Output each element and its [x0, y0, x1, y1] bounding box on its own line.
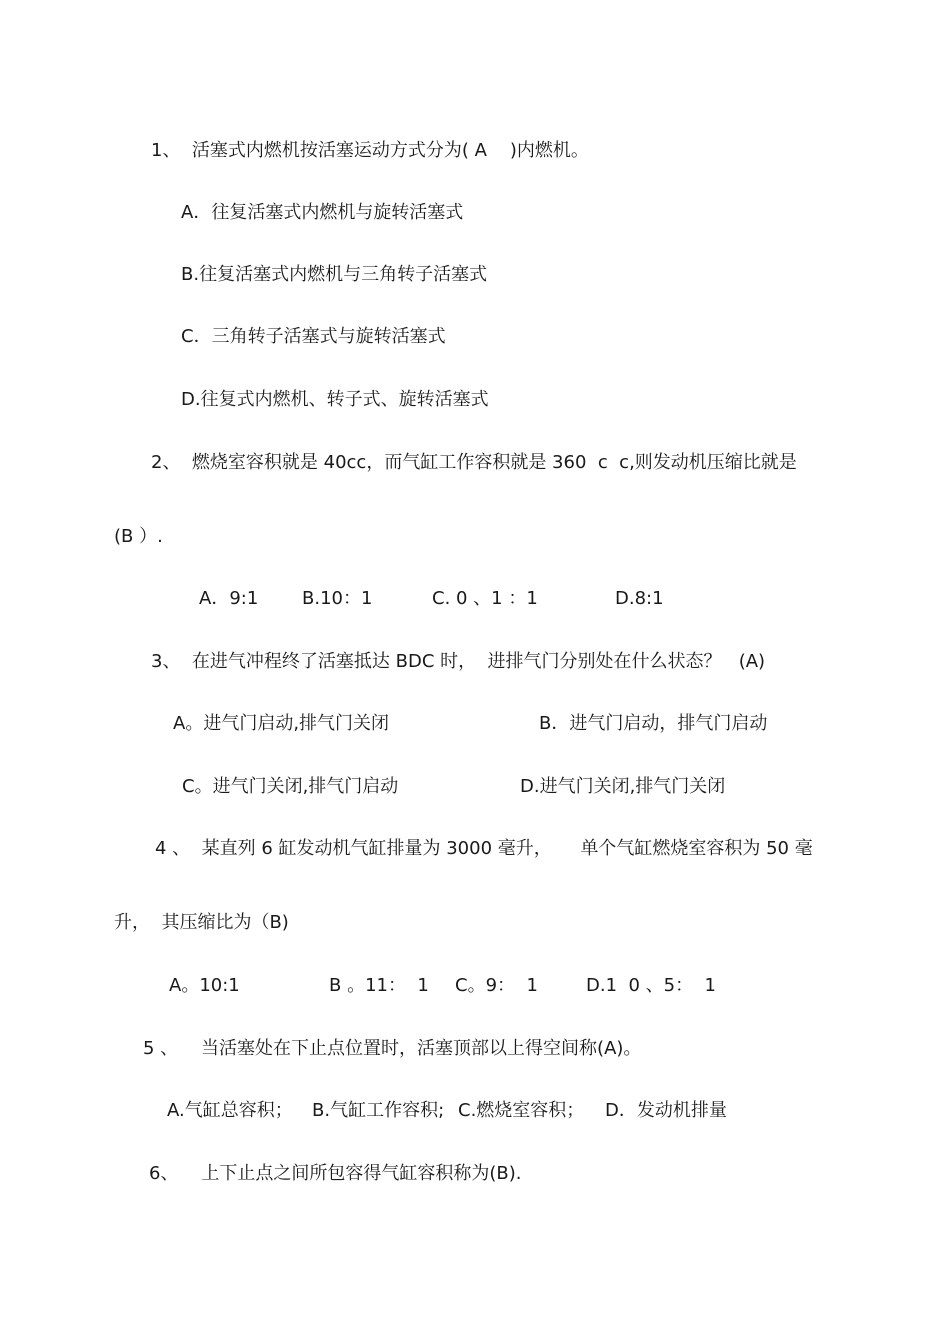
- question-1-option-c: C．三角转子活塞式与旋转活塞式: [181, 326, 446, 347]
- question-3-option-c: C。进气门关闭,排气门启动: [182, 776, 399, 797]
- question-4-option-a: A。10:1: [169, 975, 240, 996]
- question-2-option-d: D.8:1: [615, 588, 664, 609]
- question-4-option-d: D.1 0 、5： 1: [586, 975, 716, 996]
- question-4-option-c: C。9： 1: [455, 975, 538, 996]
- question-4-stem: 4 、 某直列 6 缸发动机气缸排量为 3000 毫升， 单个气缸燃烧室容积为 50 毫: [155, 838, 813, 859]
- question-5-option-c: C.燃烧室容积；: [458, 1100, 585, 1121]
- question-2-option-a: A．9:1: [199, 588, 259, 609]
- question-6-stem: 6、 上下止点之间所包容得气缸容积称为(B).: [149, 1163, 522, 1184]
- question-5-stem: 5 、 当活塞处在下止点位置时，活塞顶部以上得空间称(A)。: [143, 1038, 642, 1059]
- question-2-stem-continued: (B ）.: [114, 526, 163, 547]
- question-4-option-b: B 。11： 1: [329, 975, 429, 996]
- question-1-stem: 1、 活塞式内燃机按活塞运动方式分为( A )内燃机。: [151, 140, 589, 161]
- question-3-option-d: D.进气门关闭,排气门关闭: [520, 776, 726, 797]
- question-3-option-b: B．进气门启动，排气门启动: [539, 713, 768, 734]
- question-3-stem: 3、 在进气冲程终了活塞抵达 BDC 时， 进排气门分别处在什么状态？ (A): [151, 651, 766, 672]
- question-5-option-b: B.气缸工作容积;: [312, 1100, 445, 1121]
- question-1-option-d: D.往复式内燃机、转子式、旋转活塞式: [181, 389, 489, 410]
- question-5-option-a: A.气缸总容积；: [167, 1100, 293, 1121]
- question-2-option-b: B.10：1: [302, 588, 373, 609]
- question-2-option-c: C. 0 、1 ：1: [432, 588, 538, 609]
- question-1-option-b: B.往复活塞式内燃机与三角转子活塞式: [181, 264, 488, 285]
- question-3-option-a: A。进气门启动,排气门关闭: [173, 713, 390, 734]
- question-5-option-d: D．发动机排量: [605, 1100, 727, 1121]
- question-2-stem: 2、 燃烧室容积就是 40cc，而气缸工作容积就是 360 c c,则发动机压缩比就是: [151, 452, 797, 473]
- question-4-stem-continued: 升， 其压缩比为（B): [114, 912, 289, 933]
- question-1-option-a: A．往复活塞式内燃机与旋转活塞式: [181, 202, 464, 223]
